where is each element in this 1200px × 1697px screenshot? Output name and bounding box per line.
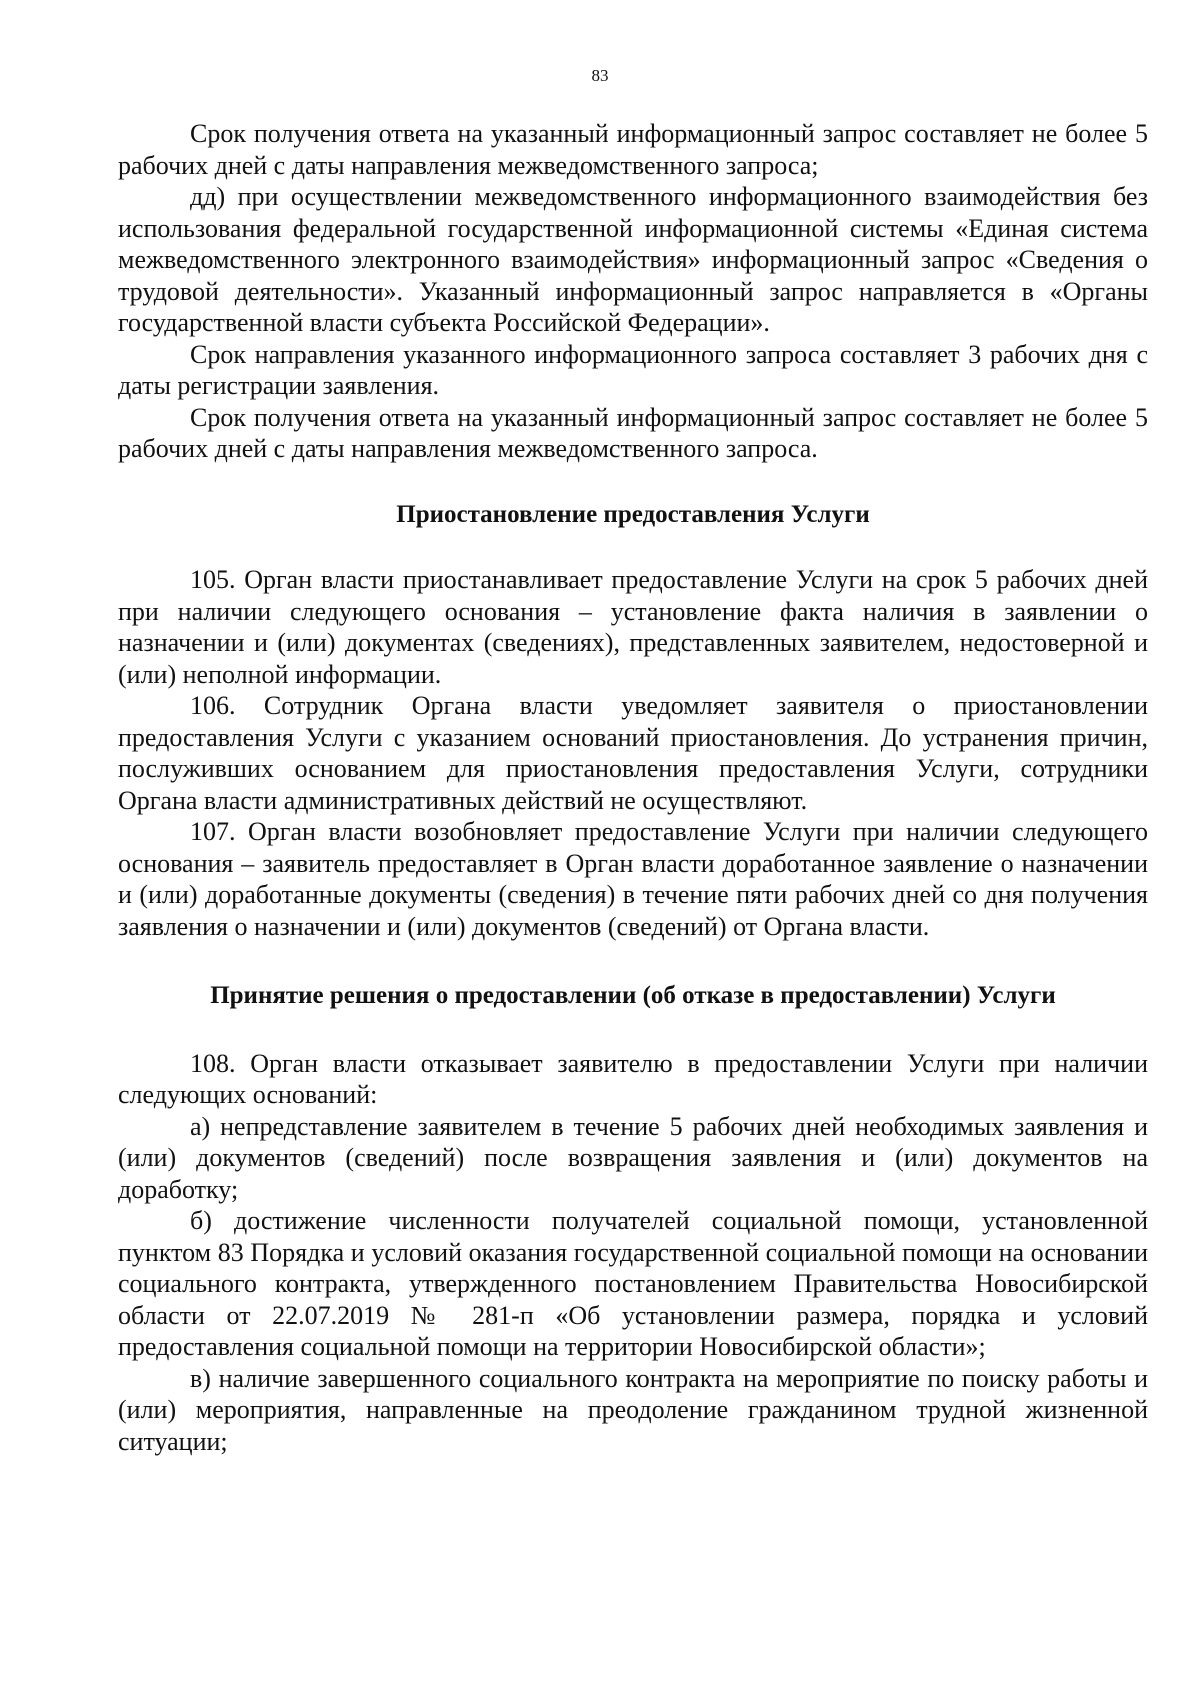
document-body: [118, 118, 1148, 1457]
paragraph: Срок направления указанного информационного запроса составляет 3 рабочих дня с даты регистрации заявления.: [118, 339, 1148, 400]
paragraph: Срок получения ответа на указанный информационный запрос составляет не более 5 рабочих дней с даты направления межведомственного запроса.: [118, 402, 1148, 463]
paragraph: дд) при осуществлении межведомственного информационного взаимодействия без использования федеральной государственной информационной системы «Единая система межведомственного электронного взаимодействия» информационный запрос «Сведения о трудовой деятельности». Указанный информационный запрос направляется в «Органы государственной власти субъекта Российской Федерации».: [118, 182, 1148, 337]
paragraph: 107. Орган власти возобновляет предоставление Услуги при наличии следующего основания – заявитель предоставляет в Орган власти доработанное заявление о назначении и (или) доработанные документы (сведения) в течение пяти рабочих дней со дня получения заявления о назначении и (или) документов (сведений) от Органа власти.: [118, 817, 1148, 941]
section-heading-decision: Принятие решения о предоставлении (об отказе в предоставлении) Услуги: [210, 982, 1056, 1009]
paragraph: в) наличие завершенного социального контракта на мероприятие по поиску работы и (или) мероприятия, направленные на преодоление гражданином трудной жизненной ситуации;: [118, 1363, 1148, 1456]
section-heading-suspension: Приостановление предоставления Услуги: [396, 500, 870, 528]
paragraph: а) непредставление заявителем в течение 5 рабочих дней необходимых заявления и (или) документов (сведений) после возвращения заявления и (или) документов на доработку;: [118, 1111, 1148, 1204]
paragraph: б) достижение численности получателей социальной помощи, установленной пунктом 83 Порядка и условий оказания государственной социальной помощи на основании социального контракта, утвержденного постановлением Правительства Новосибирской области от 22.07.2019 № 281-п «Об установлении размера, порядка и условий предоставления социальной помощи на территории Новосибирской области»;: [118, 1206, 1148, 1361]
page-number: 83: [591, 66, 609, 85]
paragraph: 106. Сотрудник Органа власти уведомляет заявителя о приостановлении предоставления Услуги с указанием оснований приостановления. До устранения причин, послуживших основанием для приостановления предоставления Услуги, сотрудники Органа власти административных действий не осуществляют.: [118, 691, 1148, 815]
paragraph: 108. Орган власти отказывает заявителю в предоставлении Услуги при наличии следующих оснований:: [118, 1048, 1148, 1109]
paragraph: 105. Орган власти приостанавливает предоставление Услуги на срок 5 рабочих дней при наличии следующего основания – установление факта наличия в заявлении о назначении и (или) документах (сведениях), представленных заявителем, недостоверной и (или) неполной информации.: [118, 565, 1148, 689]
paragraph: Срок получения ответа на указанный информационный запрос составляет не более 5 рабочих дней с даты направления межведомственного запроса;: [118, 119, 1148, 180]
